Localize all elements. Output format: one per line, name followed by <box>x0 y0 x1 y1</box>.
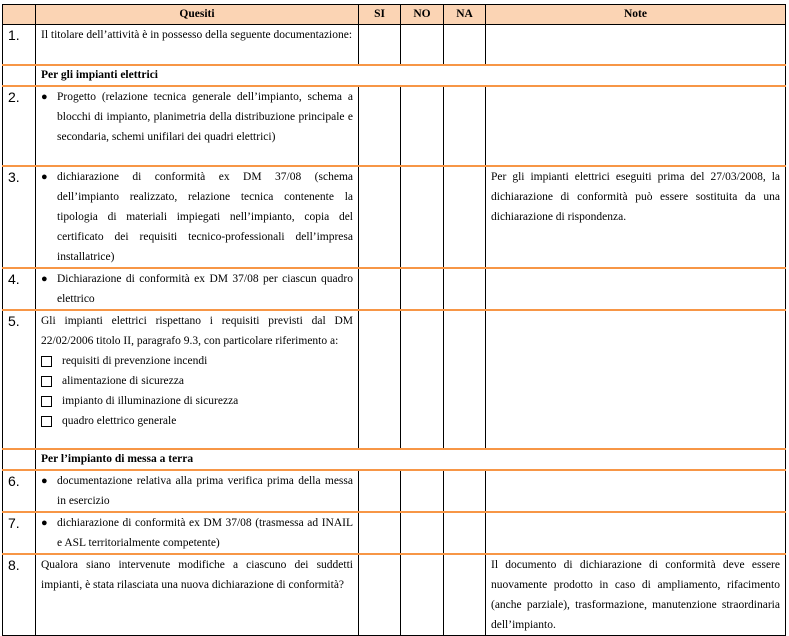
option-label: quadro elettrico generale <box>62 414 177 427</box>
answer-na-cell[interactable] <box>444 86 486 166</box>
option-item[interactable] <box>41 411 353 431</box>
table-row <box>3 166 786 268</box>
row-number: 7. <box>3 512 36 554</box>
row-number: 2. <box>3 86 36 166</box>
question-text: Dichiarazione di conformità ex DM 37/08 per ciascun quadro elettrico <box>57 272 353 305</box>
section-title: Per l’impianto di messa a terra <box>36 449 786 470</box>
answer-na-cell[interactable] <box>444 512 486 554</box>
note-cell <box>486 310 786 449</box>
row-number: 3. <box>3 166 36 268</box>
option-label: impianto di illuminazione di sicurezza <box>62 394 239 407</box>
bullet-icon: ● <box>41 474 48 487</box>
question-text: Qualora siano intervenute modifiche a ciascuno dei suddetti impianti, è stata rilasciata una nuova dichiarazione di conformità? <box>36 554 359 636</box>
note-cell <box>486 512 786 554</box>
question-cell <box>36 512 359 554</box>
header-note: Note <box>486 5 786 25</box>
answer-si-cell[interactable] <box>359 512 401 554</box>
header-na: NA <box>444 5 486 25</box>
answer-na-cell[interactable] <box>444 25 486 65</box>
option-label: alimentazione di sicurezza <box>62 374 184 387</box>
question-cell <box>36 268 359 310</box>
option-label: requisiti di prevenzione incendi <box>62 354 208 367</box>
table-row <box>3 310 786 449</box>
answer-no-cell[interactable] <box>401 310 444 449</box>
header-no: NO <box>401 5 444 25</box>
table-row <box>3 512 786 554</box>
answer-no-cell[interactable] <box>401 512 444 554</box>
note-cell <box>486 86 786 166</box>
answer-no-cell[interactable] <box>401 554 444 636</box>
table-row <box>3 470 786 512</box>
answer-na-cell[interactable] <box>444 268 486 310</box>
table-row <box>3 86 786 166</box>
answer-si-cell[interactable] <box>359 470 401 512</box>
answer-si-cell[interactable] <box>359 554 401 636</box>
section-number-cell <box>3 449 36 470</box>
table-row <box>3 25 786 65</box>
header-row <box>3 5 786 25</box>
option-item[interactable] <box>41 351 353 371</box>
answer-no-cell[interactable] <box>401 470 444 512</box>
option-item[interactable] <box>41 371 353 391</box>
question-text: Progetto (relazione tecnica generale dell’impianto, schema a blocchi di impianto, planimetria della distribuzione principale e secondaria, schemi unifilari dei quadri elettrici) <box>57 90 353 143</box>
note-cell <box>486 268 786 310</box>
question-text: dichiarazione di conformità ex DM 37/08 (schema dell’impianto realizzato, relazione tecnica contenente la tipologia di materiali impiegati nell’impianto, copia del certificato dei requisiti tecnico-professionali dell’impresa installatrice) <box>57 170 353 263</box>
answer-si-cell[interactable] <box>359 25 401 65</box>
answer-na-cell[interactable] <box>444 554 486 636</box>
section-row <box>3 449 786 470</box>
bullet-icon: ● <box>41 516 48 529</box>
table-row <box>3 554 786 636</box>
answer-no-cell[interactable] <box>401 86 444 166</box>
checkbox-icon[interactable] <box>41 376 52 387</box>
checklist-table <box>2 4 786 636</box>
note-cell <box>486 25 786 65</box>
note-cell: Il documento di dichiarazione di conformità deve essere nuovamente prodotto in caso di ampliamento, rifacimento (anche parziale), trasformazione, manutenzione straordinaria dell’impianto. <box>486 554 786 636</box>
bullet-icon: ● <box>41 90 48 103</box>
note-cell: Per gli impianti elettrici eseguiti prima del 27/03/2008, la dichiarazione di conformità può essere sostituita da una dichiarazione di rispondenza. <box>486 166 786 268</box>
answer-si-cell[interactable] <box>359 268 401 310</box>
answer-na-cell[interactable] <box>444 310 486 449</box>
table-row <box>3 268 786 310</box>
question-text: Gli impianti elettrici rispettano i requisiti previsti dal DM 22/02/2006 titolo II, paragrafo 9.3, con particolare riferimento a: <box>41 314 353 347</box>
question-cell <box>36 86 359 166</box>
section-title: Per gli impianti elettrici <box>36 65 786 86</box>
note-cell <box>486 470 786 512</box>
bullet-icon: ● <box>41 272 48 285</box>
answer-si-cell[interactable] <box>359 166 401 268</box>
answer-si-cell[interactable] <box>359 310 401 449</box>
checkbox-icon[interactable] <box>41 356 52 367</box>
question-cell <box>36 166 359 268</box>
header-si: SI <box>359 5 401 25</box>
answer-na-cell[interactable] <box>444 166 486 268</box>
question-cell <box>36 470 359 512</box>
answer-no-cell[interactable] <box>401 25 444 65</box>
option-item[interactable] <box>41 391 353 411</box>
answer-na-cell[interactable] <box>444 470 486 512</box>
question-text: documentazione relativa alla prima verifica prima della messa in esercizio <box>57 474 353 507</box>
section-row <box>3 65 786 86</box>
row-number: 5. <box>3 310 36 449</box>
question-text: dichiarazione di conformità ex DM 37/08 (trasmessa ad INAIL e ASL territorialmente competente) <box>57 516 353 549</box>
header-quesiti: Quesiti <box>36 5 359 25</box>
section-number-cell <box>3 65 36 86</box>
question-text: Il titolare dell’attività è in possesso della seguente documentazione: <box>36 25 359 65</box>
answer-no-cell[interactable] <box>401 166 444 268</box>
checkbox-icon[interactable] <box>41 396 52 407</box>
row-number: 4. <box>3 268 36 310</box>
header-number <box>3 5 36 25</box>
bullet-icon: ● <box>41 170 48 183</box>
question-cell <box>36 310 359 449</box>
row-number: 1. <box>3 25 36 65</box>
answer-no-cell[interactable] <box>401 268 444 310</box>
answer-si-cell[interactable] <box>359 86 401 166</box>
row-number: 8. <box>3 554 36 636</box>
checkbox-icon[interactable] <box>41 416 52 427</box>
row-number: 6. <box>3 470 36 512</box>
